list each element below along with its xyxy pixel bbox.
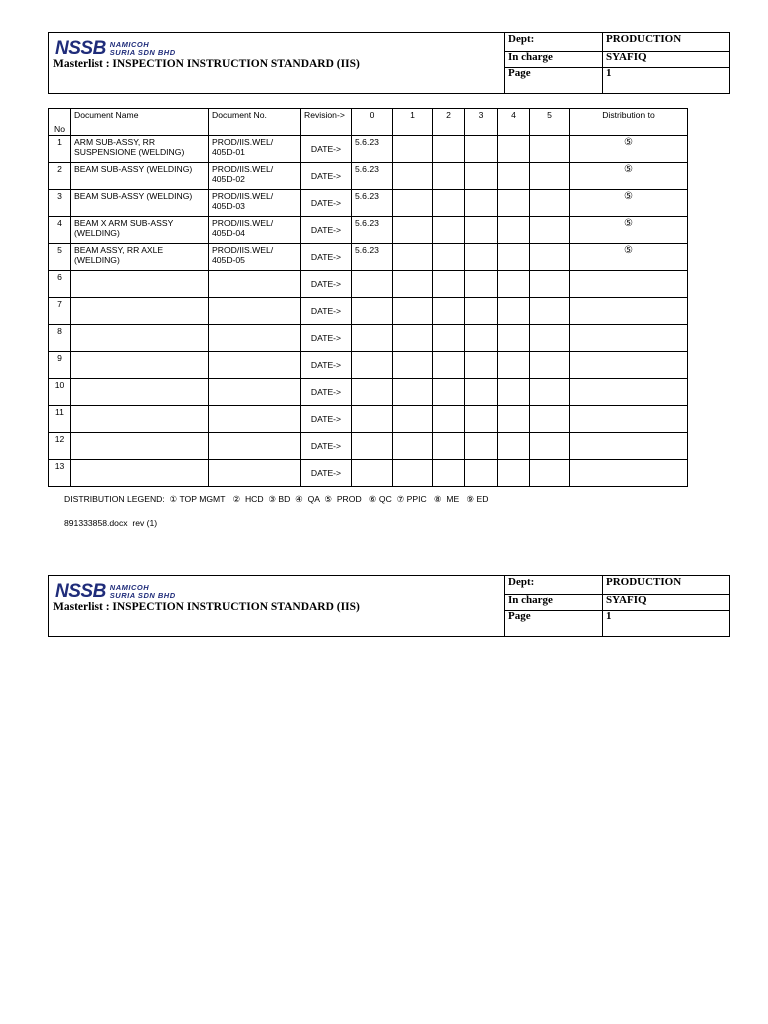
- rev-1-cell: [393, 352, 433, 379]
- revision-label-cell: DATE->: [301, 325, 352, 352]
- rev-5-cell: [530, 433, 570, 460]
- rev-0-cell: 5.6.23: [352, 136, 393, 163]
- rev-0-cell: [352, 271, 393, 298]
- document-header-repeat: [48, 575, 730, 637]
- rev-0-cell: [352, 298, 393, 325]
- document-no-cell: PROD/IIS.WEL/ 405D-01: [209, 136, 301, 163]
- header-title-cell: [49, 576, 505, 636]
- revision-label-cell: DATE->: [301, 406, 352, 433]
- distribution-legend: DISTRIBUTION LEGEND: ① TOP MGMT ② HCD ③ BD ④ QA ⑤ PROD ⑥ QC ⑦ PPIC ⑧ ME ⑨ ED: [64, 494, 489, 504]
- distribution-cell: ⑤: [570, 136, 688, 163]
- rev-3-cell: [465, 298, 498, 325]
- document-no-cell: [209, 298, 301, 325]
- row-number-cell: 3: [49, 190, 71, 217]
- rev-0-cell: [352, 379, 393, 406]
- table-row: [49, 406, 688, 433]
- rev-0-cell: [352, 433, 393, 460]
- rev-1-cell: [393, 406, 433, 433]
- col-header-revision: Revision->: [301, 109, 352, 136]
- rev-5-cell: [530, 352, 570, 379]
- row-number-cell: 7: [49, 298, 71, 325]
- logo-company-name: NAMICOH SURIA SDN BHD: [109, 40, 176, 57]
- rev-0-cell: [352, 460, 393, 487]
- revision-label-cell: DATE->: [301, 298, 352, 325]
- row-number-cell: 5: [49, 244, 71, 271]
- row-number-cell: 9: [49, 352, 71, 379]
- row-number-cell: 10: [49, 379, 71, 406]
- revision-label-cell: DATE->: [301, 163, 352, 190]
- table-row: [49, 379, 688, 406]
- incharge-label: In charge: [505, 594, 603, 610]
- rev-5-cell: [530, 460, 570, 487]
- table-row: [49, 217, 688, 244]
- rev-5-cell: [530, 379, 570, 406]
- header-info-grid: [505, 33, 730, 93]
- col-header-rev-3: 3: [465, 109, 498, 136]
- table-header-row: [49, 109, 688, 136]
- rev-4-cell: [498, 271, 530, 298]
- rev-0-cell: [352, 406, 393, 433]
- rev-3-cell: [465, 136, 498, 163]
- rev-2-cell: [433, 433, 465, 460]
- document-name-cell: [71, 433, 209, 460]
- table-row: [49, 190, 688, 217]
- rev-2-cell: [433, 217, 465, 244]
- document-no-cell: PROD/IIS.WEL/ 405D-04: [209, 217, 301, 244]
- distribution-cell: [570, 352, 688, 379]
- rev-0-cell: 5.6.23: [352, 190, 393, 217]
- rev-4-cell: [498, 433, 530, 460]
- rev-4-cell: [498, 325, 530, 352]
- rev-2-cell: [433, 325, 465, 352]
- logo-company-name: NAMICOH SURIA SDN BHD: [109, 583, 176, 600]
- distribution-cell: [570, 406, 688, 433]
- rev-0-cell: 5.6.23: [352, 217, 393, 244]
- table-row: [49, 352, 688, 379]
- rev-1-cell: [393, 325, 433, 352]
- document-no-cell: PROD/IIS.WEL/ 405D-03: [209, 190, 301, 217]
- header-title-cell: [49, 33, 505, 93]
- rev-0-cell: [352, 352, 393, 379]
- rev-0-cell: 5.6.23: [352, 244, 393, 271]
- rev-5-cell: [530, 217, 570, 244]
- page-value: 1: [606, 610, 612, 622]
- rev-3-cell: [465, 460, 498, 487]
- document-no-cell: PROD/IIS.WEL/ 405D-02: [209, 163, 301, 190]
- logo-mark: NSSB: [55, 581, 106, 602]
- revision-label-cell: DATE->: [301, 271, 352, 298]
- page-label: Page: [505, 610, 603, 637]
- masterlist-title: Masterlist : INSPECTION INSTRUCTION STANDARD (IIS): [53, 58, 360, 70]
- revision-label-cell: DATE->: [301, 433, 352, 460]
- incharge-row: [505, 594, 730, 611]
- rev-2-cell: [433, 298, 465, 325]
- document-name-cell: BEAM ASSY, RR AXLE (WELDING): [71, 244, 209, 271]
- table-row: [49, 136, 688, 163]
- document-name-cell: BEAM SUB-ASSY (WELDING): [71, 190, 209, 217]
- rev-3-cell: [465, 433, 498, 460]
- page-value: 1: [606, 67, 612, 79]
- rev-5-cell: [530, 190, 570, 217]
- document-name-cell: ARM SUB-ASSY, RR SUSPENSIONE (WELDING): [71, 136, 209, 163]
- rev-4-cell: [498, 298, 530, 325]
- incharge-label: In charge: [505, 51, 603, 67]
- rev-1-cell: [393, 433, 433, 460]
- row-number-cell: 1: [49, 136, 71, 163]
- document-name-cell: [71, 460, 209, 487]
- row-number-cell: 11: [49, 406, 71, 433]
- document-name-cell: [71, 271, 209, 298]
- document-masterlist-table: [48, 108, 688, 487]
- rev-5-cell: [530, 325, 570, 352]
- row-number-cell: 13: [49, 460, 71, 487]
- document-name-cell: [71, 325, 209, 352]
- incharge-value: SYAFIQ: [606, 594, 647, 606]
- rev-4-cell: [498, 190, 530, 217]
- table-row: [49, 325, 688, 352]
- document-name-cell: [71, 352, 209, 379]
- document-no-cell: [209, 406, 301, 433]
- row-number-cell: 6: [49, 271, 71, 298]
- distribution-cell: [570, 379, 688, 406]
- file-name: 891333858.docx rev (1): [64, 518, 158, 528]
- distribution-cell: ⑤: [570, 163, 688, 190]
- row-number-cell: 8: [49, 325, 71, 352]
- rev-3-cell: [465, 352, 498, 379]
- col-header-rev-1: 1: [393, 109, 433, 136]
- rev-1-cell: [393, 217, 433, 244]
- masterlist-title: Masterlist : INSPECTION INSTRUCTION STANDARD (IIS): [53, 601, 360, 613]
- rev-2-cell: [433, 190, 465, 217]
- dept-value: PRODUCTION: [606, 576, 682, 588]
- col-header-distribution: Distribution to: [570, 109, 688, 136]
- document-no-cell: [209, 325, 301, 352]
- revision-label-cell: DATE->: [301, 244, 352, 271]
- table-row: [49, 433, 688, 460]
- rev-5-cell: [530, 271, 570, 298]
- rev-1-cell: [393, 136, 433, 163]
- rev-2-cell: [433, 244, 465, 271]
- dept-row: [505, 576, 730, 595]
- table-row: [49, 271, 688, 298]
- rev-3-cell: [465, 271, 498, 298]
- distribution-cell: [570, 433, 688, 460]
- revision-label-cell: DATE->: [301, 217, 352, 244]
- distribution-cell: [570, 460, 688, 487]
- table-body: [49, 136, 688, 487]
- distribution-cell: ⑤: [570, 217, 688, 244]
- table-row: [49, 298, 688, 325]
- rev-3-cell: [465, 406, 498, 433]
- rev-4-cell: [498, 460, 530, 487]
- rev-5-cell: [530, 163, 570, 190]
- rev-1-cell: [393, 190, 433, 217]
- document-no-cell: [209, 460, 301, 487]
- rev-3-cell: [465, 190, 498, 217]
- rev-2-cell: [433, 352, 465, 379]
- document-name-cell: BEAM SUB-ASSY (WELDING): [71, 163, 209, 190]
- rev-1-cell: [393, 460, 433, 487]
- col-header-rev-4: 4: [498, 109, 530, 136]
- header-info-grid: [505, 576, 730, 636]
- rev-4-cell: [498, 163, 530, 190]
- rev-2-cell: [433, 136, 465, 163]
- rev-5-cell: [530, 244, 570, 271]
- page-row: [505, 67, 730, 94]
- company-logo: [55, 581, 176, 603]
- table-row: [49, 460, 688, 487]
- page-label: Page: [505, 67, 603, 94]
- rev-1-cell: [393, 298, 433, 325]
- col-header-rev-2: 2: [433, 109, 465, 136]
- document-no-cell: [209, 433, 301, 460]
- rev-1-cell: [393, 163, 433, 190]
- revision-label-cell: DATE->: [301, 352, 352, 379]
- rev-2-cell: [433, 271, 465, 298]
- table-row: [49, 244, 688, 271]
- revision-label-cell: DATE->: [301, 190, 352, 217]
- rev-5-cell: [530, 136, 570, 163]
- document-no-cell: [209, 271, 301, 298]
- rev-4-cell: [498, 379, 530, 406]
- rev-2-cell: [433, 379, 465, 406]
- rev-1-cell: [393, 271, 433, 298]
- revision-label-cell: DATE->: [301, 136, 352, 163]
- rev-2-cell: [433, 406, 465, 433]
- rev-4-cell: [498, 136, 530, 163]
- rev-5-cell: [530, 298, 570, 325]
- distribution-cell: [570, 271, 688, 298]
- distribution-cell: ⑤: [570, 244, 688, 271]
- revision-label-cell: DATE->: [301, 379, 352, 406]
- rev-4-cell: [498, 244, 530, 271]
- dept-label: Dept:: [505, 576, 603, 594]
- col-header-document-name: Document Name: [71, 109, 209, 136]
- rev-2-cell: [433, 460, 465, 487]
- row-number-cell: 12: [49, 433, 71, 460]
- incharge-row: [505, 51, 730, 68]
- document-name-cell: [71, 379, 209, 406]
- row-number-cell: 4: [49, 217, 71, 244]
- rev-3-cell: [465, 217, 498, 244]
- rev-3-cell: [465, 379, 498, 406]
- rev-3-cell: [465, 163, 498, 190]
- rev-5-cell: [530, 406, 570, 433]
- dept-row: [505, 33, 730, 52]
- document-header: [48, 32, 730, 94]
- company-logo: [55, 38, 176, 60]
- revision-label-cell: DATE->: [301, 460, 352, 487]
- rev-3-cell: [465, 244, 498, 271]
- rev-4-cell: [498, 217, 530, 244]
- table-row: [49, 163, 688, 190]
- dept-label: Dept:: [505, 33, 603, 51]
- rev-2-cell: [433, 163, 465, 190]
- dept-value: PRODUCTION: [606, 33, 682, 45]
- page-row: [505, 610, 730, 637]
- distribution-cell: [570, 298, 688, 325]
- distribution-cell: [570, 325, 688, 352]
- document-name-cell: [71, 298, 209, 325]
- col-header-document-no: Document No.: [209, 109, 301, 136]
- col-header-rev-0: 0: [352, 109, 393, 136]
- document-no-cell: [209, 352, 301, 379]
- rev-1-cell: [393, 379, 433, 406]
- col-header-rev-5: 5: [530, 109, 570, 136]
- row-number-cell: 2: [49, 163, 71, 190]
- document-no-cell: PROD/IIS.WEL/ 405D-05: [209, 244, 301, 271]
- col-header-no: No: [49, 109, 71, 136]
- incharge-value: SYAFIQ: [606, 51, 647, 63]
- rev-3-cell: [465, 325, 498, 352]
- distribution-cell: ⑤: [570, 190, 688, 217]
- rev-4-cell: [498, 406, 530, 433]
- document-name-cell: BEAM X ARM SUB-ASSY (WELDING): [71, 217, 209, 244]
- rev-4-cell: [498, 352, 530, 379]
- rev-0-cell: [352, 325, 393, 352]
- rev-0-cell: 5.6.23: [352, 163, 393, 190]
- logo-mark: NSSB: [55, 38, 106, 59]
- document-no-cell: [209, 379, 301, 406]
- rev-1-cell: [393, 244, 433, 271]
- document-name-cell: [71, 406, 209, 433]
